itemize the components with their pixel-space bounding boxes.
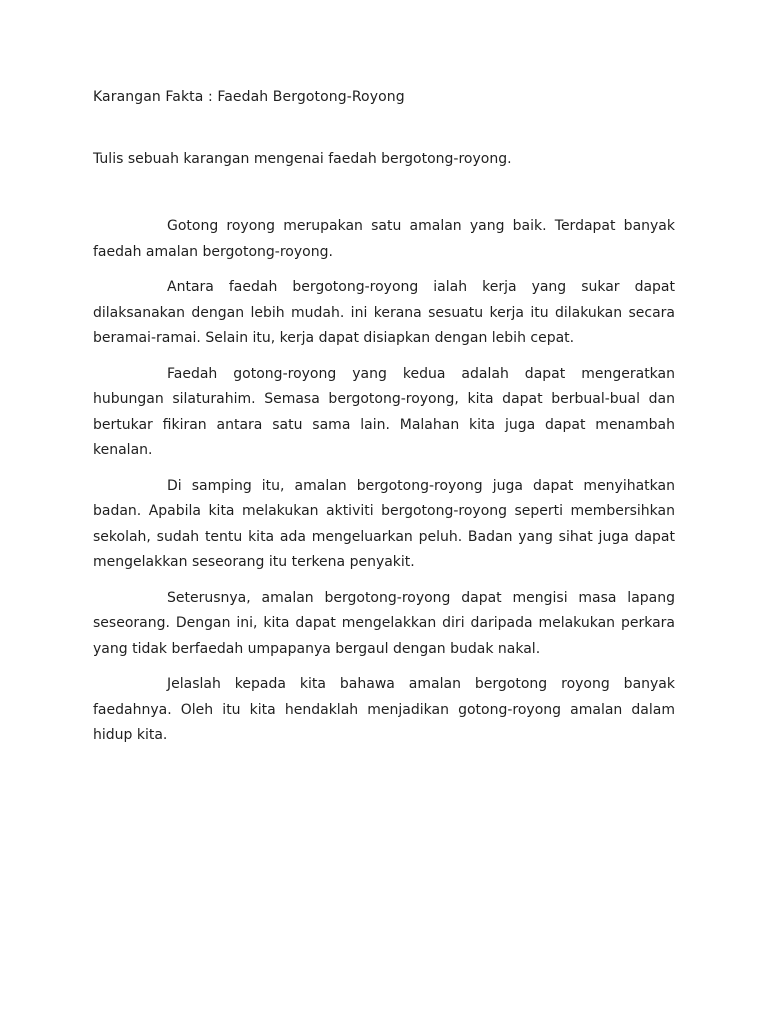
paragraph-introduction: Gotong royong merupakan satu amalan yang baik. Terdapat banyak faedah amalan bergotong-royong. bbox=[93, 218, 675, 260]
paragraph-conclusion: Jelaslah kepada kita bahawa amalan bergotong royong banyak faedahnya. Oleh itu kita hendaklah menjadikan gotong-royong amalan dalam hidup kita. bbox=[93, 676, 675, 743]
paragraph-point-3: Di samping itu, amalan bergotong-royong juga dapat menyihatkan badan. Apabila kita melakukan aktiviti bergotong-royong seperti membersihkan sekolah, sudah tentu kita ada mengeluarkan peluh. Badan yang sihat juga dapat mengelakkan seseorang itu terkena penyakit. bbox=[93, 477, 675, 570]
paragraph-point-2: Faedah gotong-royong yang kedua adalah dapat mengeratkan hubungan silaturahim. Semasa bergotong-royong, kita dapat berbual-bual dan bertukar fikiran antara satu sama lain. Malahan kita juga dapat menambah kenalan. bbox=[93, 365, 675, 458]
paragraph-point-4: Seterusnya, amalan bergotong-royong dapat mengisi masa lapang seseorang. Dengan ini, kita dapat mengelakkan diri daripada melakukan perkara yang tidak berfaedah umpapanya bergaul dengan budak nakal. bbox=[93, 589, 675, 657]
document-page bbox=[93, 86, 675, 759]
essay-body bbox=[93, 214, 675, 749]
document-title: Karangan Fakta : Faedah Bergotong-Royong bbox=[93, 89, 405, 105]
paragraph-point-1: Antara faedah bergotong-royong ialah kerja yang sukar dapat dilaksanakan dengan lebih mudah. ini kerana sesuatu kerja itu dilakukan secara beramai-ramai. Selain itu, kerja dapat disiapkan dengan lebih cepat. bbox=[93, 279, 675, 346]
essay-instruction: Tulis sebuah karangan mengenai faedah bergotong-royong. bbox=[93, 151, 512, 167]
